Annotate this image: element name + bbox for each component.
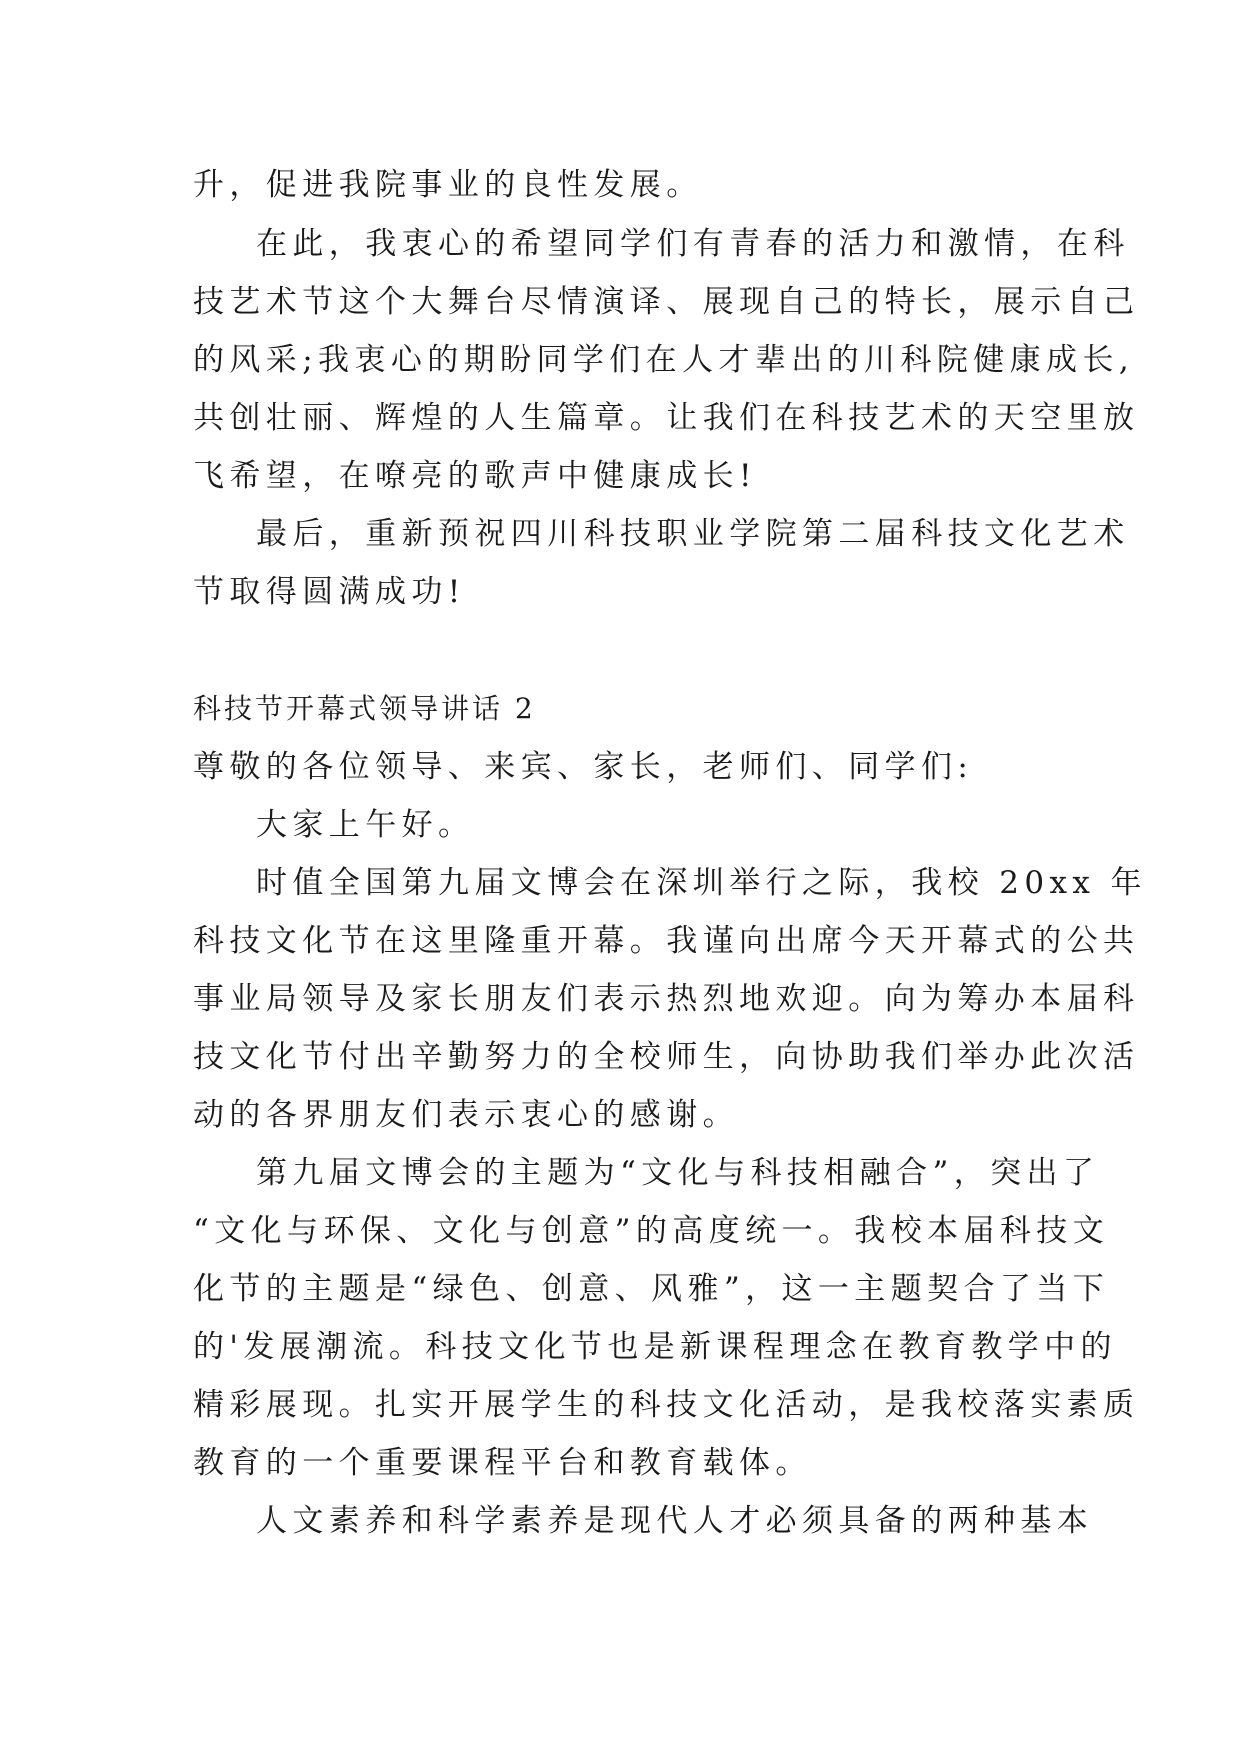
paragraph-start: 第九届文博会的主题为“文化与科技相融合”，突出了 <box>256 1155 1100 1191</box>
paragraph-start: 在此，我衷心的希望同学们有青春的活力和激情，在科 <box>256 226 1130 262</box>
greeting: 大家上午好。 <box>256 807 475 843</box>
text-line: 技艺术节这个大舞台尽情演译、展现自己的特长，展示自己 <box>193 284 1140 320</box>
text-line: 动的各界朋友们表示衷心的感谢。 <box>193 1097 739 1133</box>
text-line: “文化与环保、文化与创意”的高度统一。我校本届科技文 <box>193 1213 1110 1249</box>
text-line: 的'发展潮流。科技文化节也是新课程理念在教育教学中的 <box>193 1329 1117 1365</box>
text-line: 共创壮丽、辉煌的人生篇章。让我们在科技艺术的天空里放 <box>193 400 1140 436</box>
paragraph-start: 时值全国第九届文博会在深圳举行之际，我校 20xx 年 <box>256 865 1147 901</box>
salutation: 尊敬的各位领导、来宾、家长，老师们、同学们: <box>193 749 974 785</box>
text-line: 科技文化节在这里隆重开幕。我谨向出席今天开幕式的公共 <box>193 923 1140 959</box>
text-line: 教育的一个重要课程平台和教育载体。 <box>193 1445 812 1481</box>
text-line: 的风采;我衷心的期盼同学们在人才辈出的川科院健康成长, <box>193 342 1135 378</box>
text-line: 节取得圆满成功! <box>193 574 466 610</box>
text-line: 技文化节付出辛勤努力的全校师生，向协助我们举办此次活 <box>193 1039 1140 1075</box>
text-line: 飞希望，在嘹亮的歌声中健康成长! <box>193 458 757 494</box>
paragraph-start: 最后，重新预祝四川科技职业学院第二届科技文化艺术 <box>256 516 1130 552</box>
text-line: 事业局领导及家长朋友们表示热烈地欢迎。向为筹办本届科 <box>193 981 1140 1017</box>
paragraph-start: 人文素养和科学素养是现代人才必须具备的两种基本 <box>256 1503 1094 1539</box>
section-title: 科技节开幕式领导讲话 2 <box>193 692 536 725</box>
text-line: 精彩展现。扎实开展学生的科技文化活动，是我校落实素质 <box>193 1387 1140 1423</box>
text-line: 化节的主题是“绿色、创意、风雅”，这一主题契合了当下 <box>193 1271 1110 1307</box>
text-line: 升，促进我院事业的良性发展。 <box>193 167 703 203</box>
